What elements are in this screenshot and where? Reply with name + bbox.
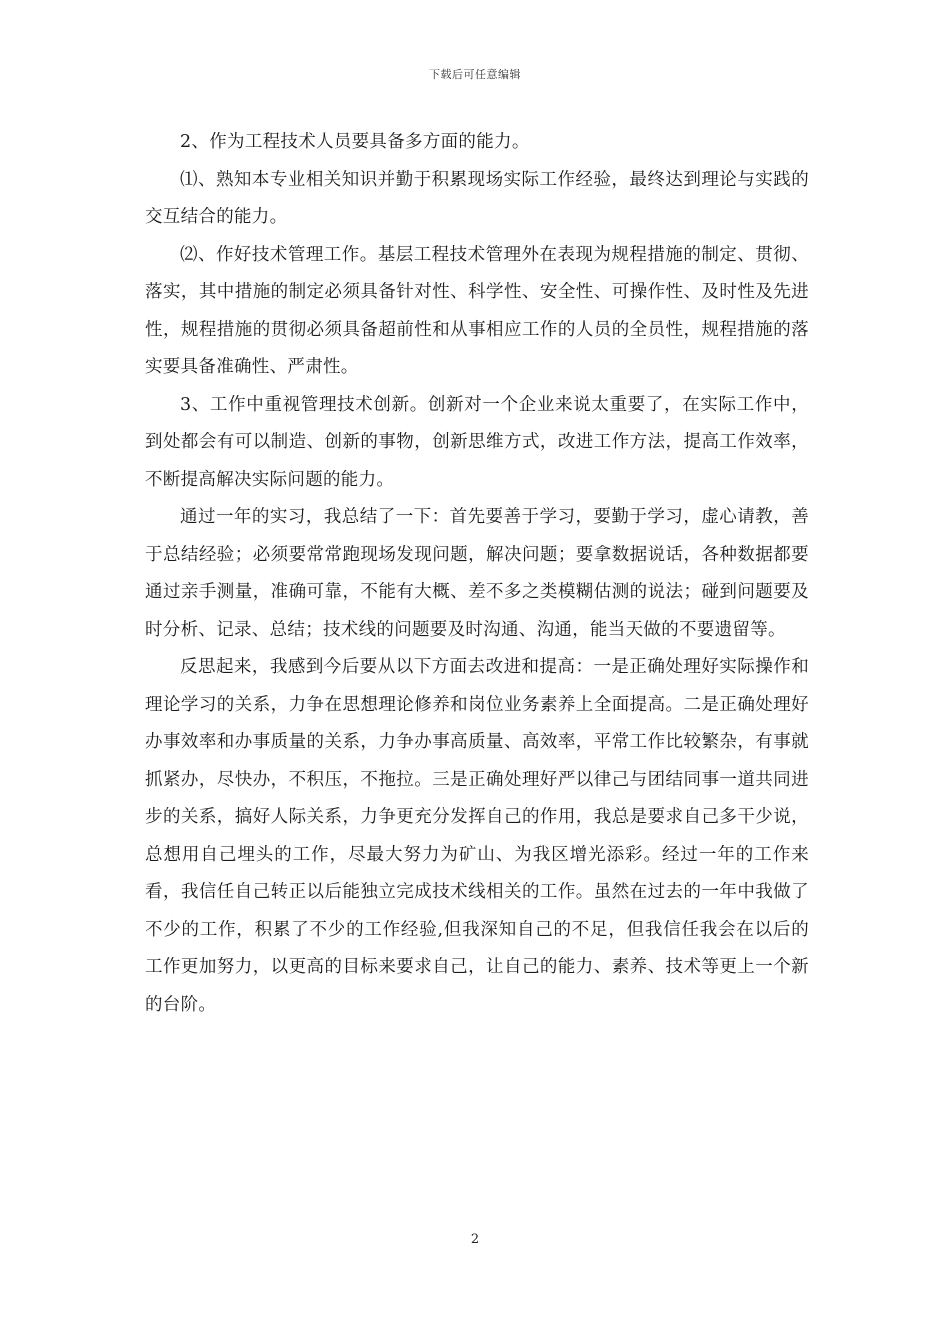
- page-number: 2: [470, 1232, 480, 1247]
- document-body: [145, 124, 809, 1024]
- paragraph-ability-1: ⑴、熟知本专业相关知识并勤于积累现场实际工作经验，最终达到理论与实践的交互结合的能力。: [145, 169, 809, 227]
- paragraph-summary: 通过一年的实习，我总结了一下：首先要善于学习，要勤于学习，虚心请教，善于总结经验；必须要常常跑现场发现问题，解决问题；要拿数据说话，各种数据都要通过亲手测量，准确可靠，不能有大概、差不多之类模糊估测的说法；碰到问题要及时分析、记录、总结；技术线的问题要及时沟通、沟通，能当天做的不要遗留等。: [145, 507, 809, 640]
- paragraph-reflection: 反思起来，我感到今后要从以下方面去改进和提高：一是正确处理好实际操作和理论学习的关系，力争在思想理论修养和岗位业务素养上全面提高。二是正确处理好办事效率和办事质量的关系，力争办事高质量、高效率，平常工作比较繁杂，有事就抓紧办，尽快办，不积压，不拖拉。三是正确处理好严以律己与团结同事一道共同进步的关系，搞好人际关系，力争更充分发挥自己的作用，我总是要求自己多干少说，总想用自己埋头的工作，尽最大努力为矿山、为我区增光添彩。经过一年的工作来看，我信任自己转正以后能独立完成技术线相关的工作。虽然在过去的一年中我做了不少的工作，积累了不少的工作经验,但我深知自己的不足，但我信任我会在以后的工作更加努力，以更高的目标来要求自己，让自己的能力、素养、技术等更上一个新的台阶。: [145, 657, 809, 1015]
- paragraph-innovation: 3、工作中重视管理技术创新。创新对一个企业来说太重要了，在实际工作中，到处都会有可以制造、创新的事物，创新思维方式，改进工作方法，提高工作效率，不断提高解决实际问题的能力。: [145, 394, 809, 490]
- paragraph-ability-2: ⑵、作好技术管理工作。基层工程技术管理外在表现为规程措施的制定、贯彻、落实，其中措施的制定必须具备针对性、科学性、安全性、可操作性、及时性及先进性，规程措施的贯彻必须具备超前性和从事相应工作的人员的全员性，规程措施的落实要具备准确性、严肃性。: [145, 244, 809, 377]
- page-header-note: 下载后可任意编辑: [429, 68, 521, 81]
- paragraph-ability-intro: 2、作为工程技术人员要具备多方面的能力。: [180, 132, 530, 152]
